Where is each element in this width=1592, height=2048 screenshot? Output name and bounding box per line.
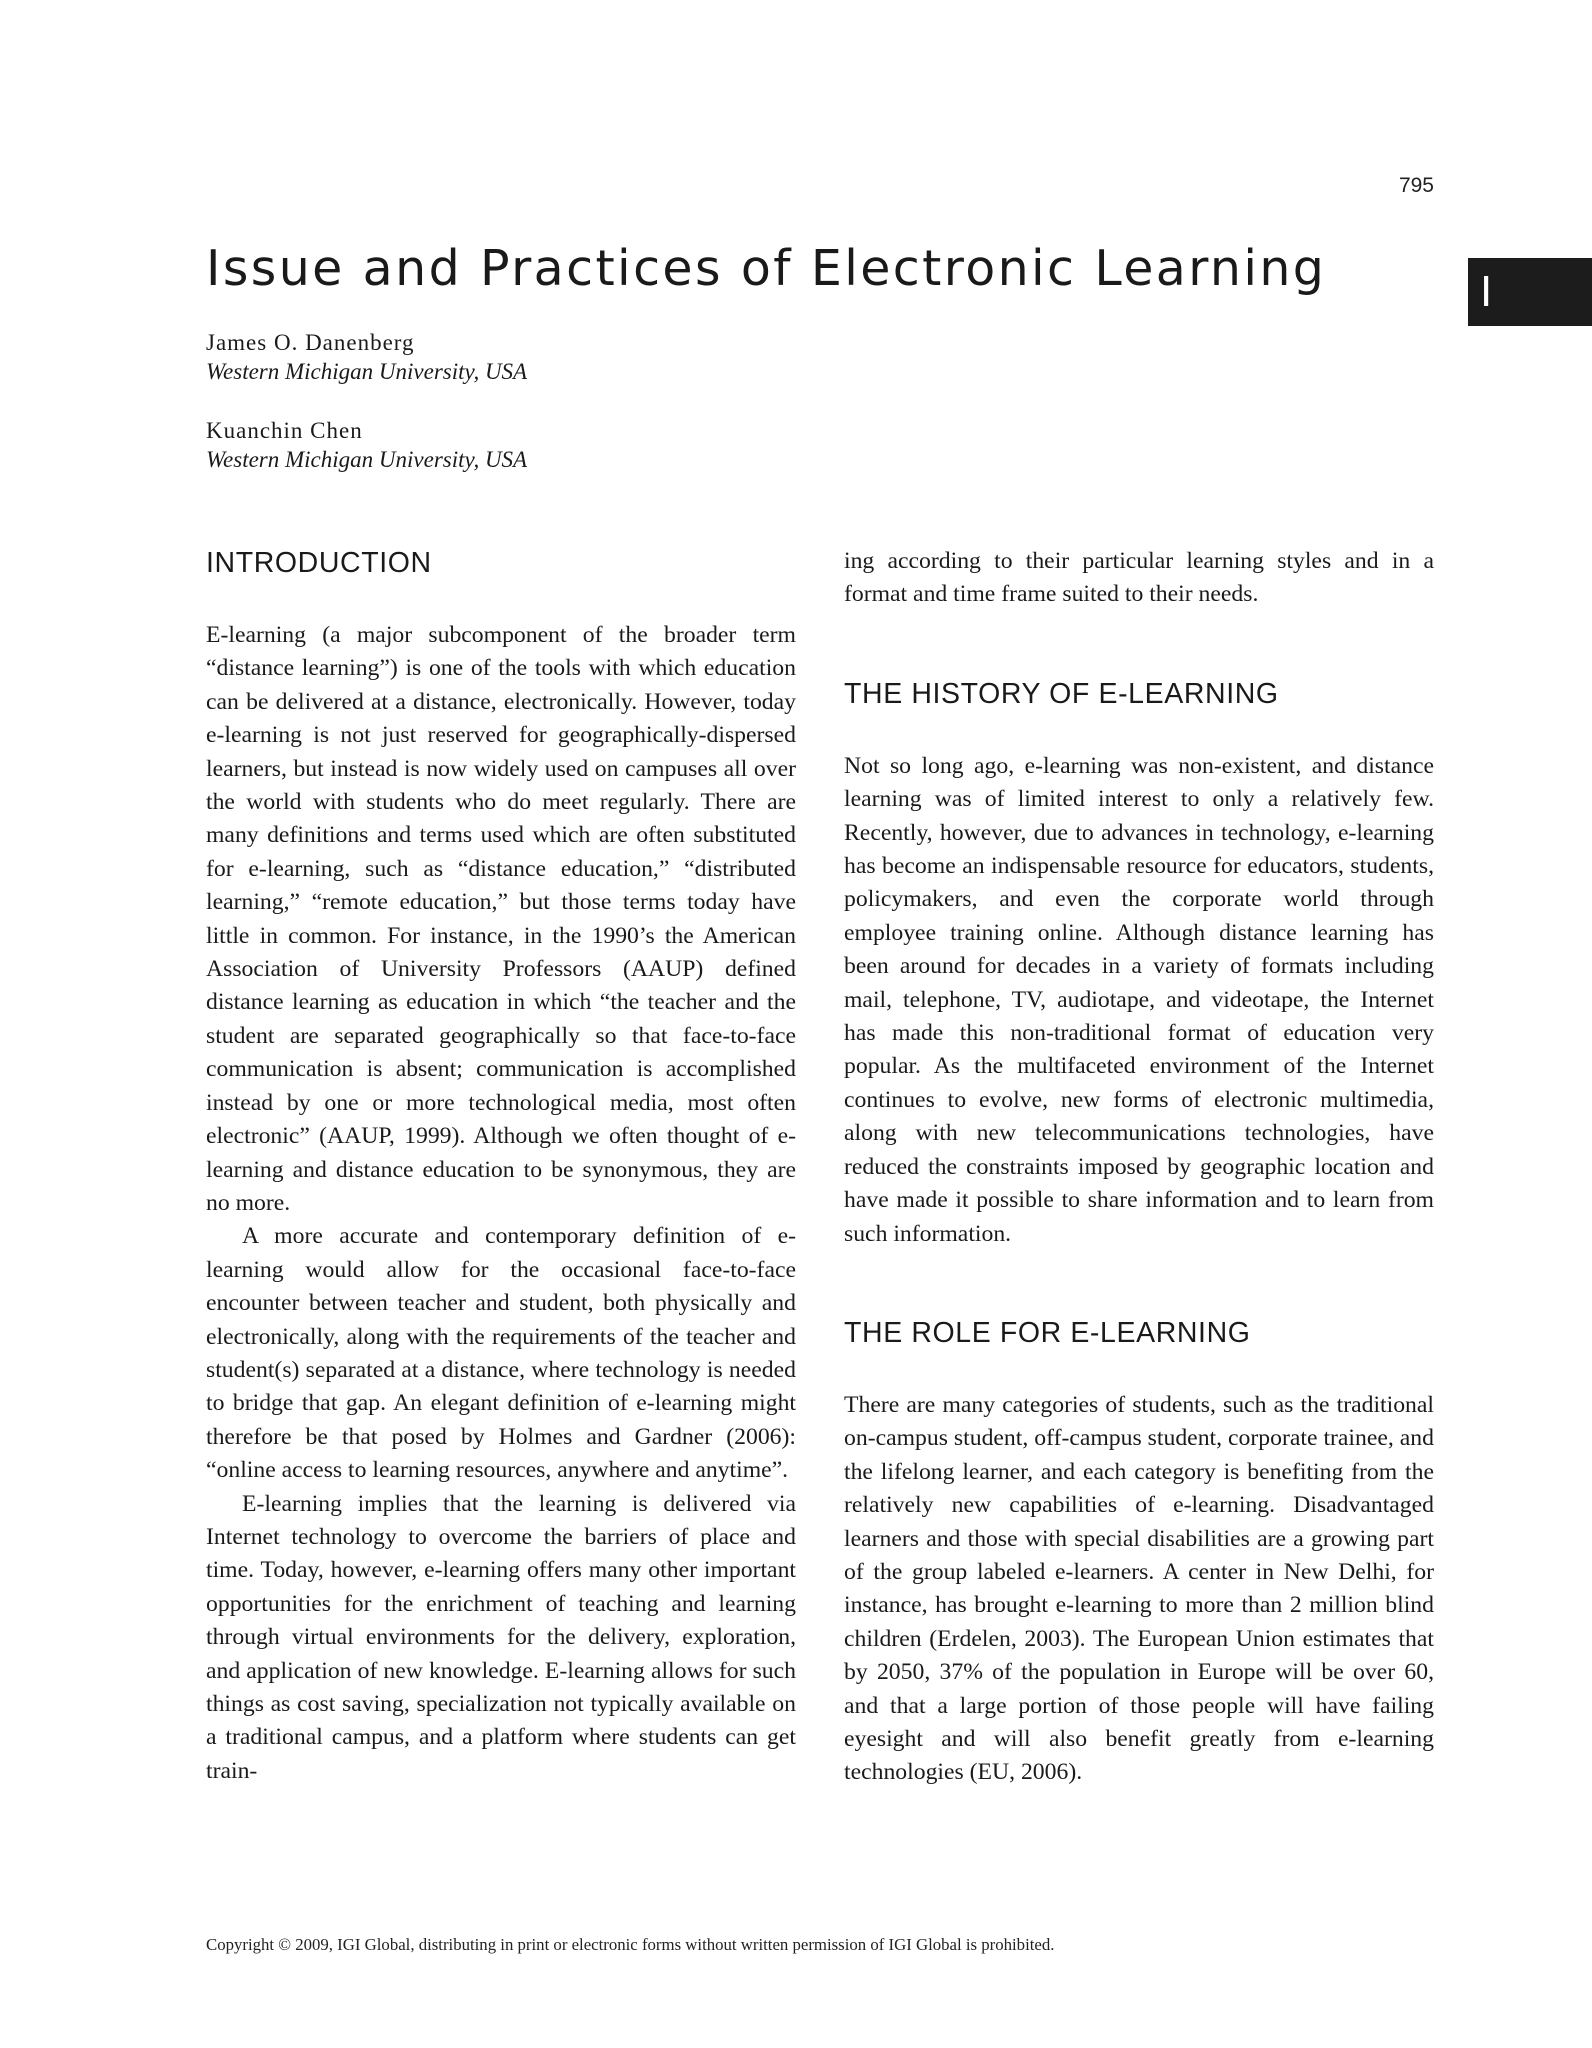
- section-heading-introduction: INTRODUCTION: [206, 547, 432, 579]
- section-tab: I: [1468, 258, 1592, 326]
- author-1: [206, 328, 527, 386]
- copyright-notice: Copyright © 2009, IGI Global, distributing in print or electronic forms without written permission of IGI Global is prohibited.: [206, 1935, 1055, 1954]
- article-title: Issue and Practices of Electronic Learning: [206, 240, 1327, 297]
- body-paragraph: E-learning implies that the learning is delivered via Internet technology to overcome the barriers of place and time. Today, however, e-learning offers many other important opportunities for the enrichment of teaching and learning through virtual environments for the delivery, exploration, and application of new knowledge. E-learning allows for such things as cost saving, specialization not typically available on a traditional campus, and a platform where students can get train-: [206, 1490, 796, 1784]
- body-paragraph: E-learning (a major subcomponent of the broader term “distance learning”) is one of the tools with which education can be delivered at a distance, electronically. However, today e-learning is not just reserved for geographically-dispersed learners, but instead is now widely used on campuses all over the world with students who do meet regularly. There are many definitions and terms used which are often substituted for e-learning, such as “distance education,” “distributed learning,” “remote education,” but those terms today have little in common. For instance, in the 1990’s the American Association of University Professors (AAUP) defined distance learning as education in which “the teacher and the student are separated geographically so that face-to-face communication is absent; communication is accomplished instead by one or more technological media, most often electronic” (AAUP, 1999). Although we often thought of e-learning and distance education to be synonymous, they are no more.: [206, 622, 796, 1216]
- author-name: James O. Danenberg: [206, 330, 415, 355]
- section-heading-history: THE HISTORY OF E-LEARNING: [844, 677, 1279, 710]
- author-block: [206, 328, 527, 504]
- author-name: Kuanchin Chen: [206, 418, 363, 443]
- continued-paragraph: ing according to their particular learning styles and in a format and time frame suited to their needs.: [844, 548, 1434, 608]
- author-affiliation: Western Michigan University, USA: [206, 359, 528, 384]
- right-column: [844, 545, 1434, 1790]
- body-paragraph: Not so long ago, e-learning was non-existent, and distance learning was of limited interest to only a relatively few. Recently, however, due to advances in technology, e-learning has become an indispensable resource for educators, students, policymakers, and even the corporate world through employee training online. Although distance learning has been around for decades in a variety of formats including mail, telephone, TV, audiotape, and videotape, the Internet has made this non-traditional format of education very popular. As the multifaceted environment of the Internet continues to evolve, new forms of electronic multimedia, along with new telecommunications technologies, have reduced the constraints imposed by geographic location and have made it possible to share information and to learn from such information.: [844, 752, 1434, 1247]
- left-column: [206, 545, 796, 1788]
- body-paragraph: A more accurate and contemporary definition of e-learning would allow for the occasional face-to-face encounter between teacher and student, both physically and electronically, along with the requirements of the teacher and student(s) separated at a distance, where technology is needed to bridge that gap. An elegant definition of e-learning might therefore be that posed by Holmes and Gardner (2006): “online access to learning resources, anywhere and anytime”.: [206, 1223, 796, 1484]
- body-paragraph: There are many categories of students, such as the traditional on-campus student, off-campus student, corporate trainee, and the lifelong learner, and each category is benefiting from the relatively new capabilities of e-learning. Disadvantaged learners and those with special disabilities are a growing part of the group labeled e-learners. A center in New Delhi, for instance, has brought e-learning to more than 2 million blind children (Erdelen, 2003). The European Union estimates that by 2050, 37% of the population in Europe will be over 60, and that a large portion of those people will have failing eyesight and will also benefit greatly from e-learning technologies (EU, 2006).: [844, 1391, 1434, 1786]
- author-affiliation: Western Michigan University, USA: [206, 447, 528, 472]
- section-heading-role: THE ROLE FOR E-LEARNING: [844, 1316, 1251, 1349]
- author-2: [206, 416, 527, 474]
- page-number: 795: [1398, 174, 1434, 197]
